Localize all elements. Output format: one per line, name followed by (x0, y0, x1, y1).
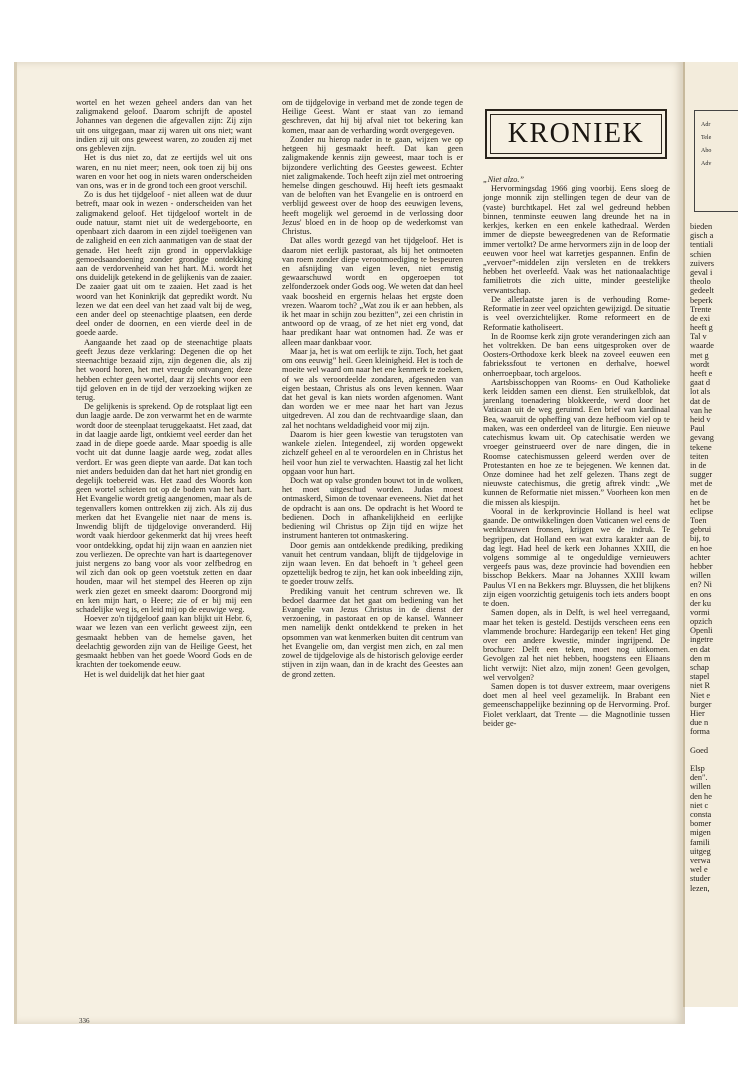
text-line: en ons (690, 589, 712, 599)
text-line: Elsp (690, 764, 705, 774)
text-line: stapel (690, 672, 710, 682)
text-line: lot als (690, 387, 711, 397)
text-line: schien (690, 249, 712, 259)
text-line: en hoe (690, 543, 712, 553)
text-line: teiten (690, 451, 709, 461)
text-line: gaat d (690, 378, 711, 388)
text-line: verwa (690, 855, 711, 865)
left-page (14, 62, 685, 1024)
text-line: het be (690, 497, 711, 507)
text-line: willen (690, 571, 711, 581)
text-line: famili (690, 837, 710, 847)
text-line: wel e (690, 865, 708, 875)
right-page (683, 62, 738, 1007)
text-line: en dat (690, 644, 711, 654)
text-line: Tal v (690, 332, 707, 342)
paragraph: Zo is dus het tijdgeloof - niet alleen wat de duur betreft, maar ook in wezen - onderscheiden van het zaligmakend geloof. Het tijdgeloof wortelt in de oude natuur, stamt niet uit de wedergeboorte, en openbaart zich daarom in een zijdel toeëigenen van de zaligheid en een zich aanmatigen van de staat der genade. Het heeft zijn grond in oppervlakkige gemoedsaandoening zonder grondige ontdekking aan de verdorvenheid van het hart. M.i. wordt het ons duidelijk getekend in de gelijkenis van de zaaier. De zaaier gaat uit om te zaaien. Het zaad is het woord van het Koninkrijk dat gepredikt wordt. Nu lezen we dat een deel van het zaad valt bij de weg, een ander deel op steenachtige plaatsen, een derde deel onder de doornen, en een vierde deel in de goede aarde. (76, 190, 252, 338)
text-line: met de (690, 479, 713, 489)
text-line: in de (690, 460, 707, 470)
text-line: den he (690, 791, 712, 801)
text-line: Openli (690, 626, 713, 636)
text-line: heid v (690, 414, 711, 424)
text-line: due n (690, 718, 709, 728)
paragraph: om de tijdgelovige in verband met de zonde tegen de Heilige Geest. Want er staat van zo iemand geschreven, dat hij bij afval niet tot bekering kan komen, maar aan de verharding wordt overgegeven. (282, 98, 463, 135)
text-line: eclipse (690, 506, 714, 516)
text-line: gisch a (690, 231, 714, 241)
text-line: heeft e (690, 369, 713, 378)
paragraph: Het is wel duidelijk dat het hier gaat (84, 669, 205, 679)
paragraph: Hervormingsdag 1966 ging voorbij. Eens sloeg de jonge monnik zijn stellingen tegen de deur van de (vaste) burchtkapel. Het zal wel gedreund hebben binnen, tenminste eeuwen lang dreunde het na in kerkjes, kerken en een enkele kathedraal. Werden immer de diepste beweegredenen van de Reformatie immer vertolkt? De arme hervormers zijn in de loop der eeuwen voor heel wat karretjes gespannen. Enfin de „vervoer”-middelen zijn versleten en de trekkers hebben het overleefd. Vaak was het nationaalachtige familietrots die zich uitte, minder geestelijke verwantschap. (483, 184, 670, 295)
text-line: Paul (690, 424, 705, 434)
text-line: ingetre (690, 635, 714, 645)
paragraph: Door gemis aan ontdekkende prediking, prediking vanuit het centrum vandaan, blijft de tijdgelovige in zijn waan leven. En dat behoeft in 't geheel geen opzettelijk bedrog te zijn, het kan ook inbeelding zijn, te goeder trouw zelfs. (282, 540, 463, 587)
text-line: de exi (690, 313, 711, 323)
text-line: opzich (690, 617, 713, 627)
text-line: en de (690, 488, 708, 498)
text-line: niet R (690, 681, 711, 691)
text-line: willen (690, 782, 711, 792)
text-line: consta (690, 810, 712, 819)
paragraph: Daarom is hier geen kwestie van terugstoten van wankele zielen. Integendeel, zij worden opgewekt zichzelf geheel en al te veroordelen en in Christus het heil voor hun ziel te verwachten. Haastig zal het licht opgaan voor hun hart. (282, 429, 463, 476)
text-line: achter (690, 552, 711, 562)
box-line: Adr (701, 122, 711, 128)
text-line: bieden (690, 222, 713, 231)
text-line: gevang (690, 433, 714, 443)
paragraph: Dat alles wordt gezegd van het tijdgeloof. Het is daarom niet eerlijk pastoraat, als bij het ontmoeten van roem zonder diepe verootmoediging te bespeuren en afsnijding van eigen leven, niet ernstig gewaarschuwd wordt en opgeroepen tot zelfonderzoek onder Gods oog. We weten dat dan heel vaak boosheid en ergernis helaas het ergste doen vrezen. Waarom toch? „Wat zou ik er aan hebben, als ik het maar in schijn zou bezitten”, zei een christin in antwoord op de vraag, of ze het niet erg vond, dat haar predikant haar wat ontnomen had. Ze was er alleen maar dankbaar voor. (282, 236, 463, 347)
text-line: hebber (690, 561, 713, 571)
text-line: wordt (690, 359, 710, 369)
page-number: 336 (79, 1017, 90, 1025)
text-line: Toen (690, 516, 707, 525)
text-line: gebrui (690, 525, 712, 535)
text-line: zuivers (690, 258, 714, 268)
text-line: tentiali (690, 240, 714, 250)
text-line: Goed (690, 745, 708, 755)
text-line: studer (690, 874, 711, 884)
right-page-text (690, 222, 714, 893)
paragraph: Aartsbisschoppen van Rooms- en Oud Katholieke kerk leidden samen een dienst. Een struikelblok, dat jarenlang toenadering blokkeerde, werd door het Vaticaan uit de weg geruimd. Een brief van kardinaal Bea, waaruit de opheffing van deze hefboom viel op te maken, was een onderdeel van de liturgie. Een nieuwe catechismus kwam uit. Op catechisatie werden we vroeger geinstrueerd over de nare dingen, die in Roomse catechismussen geleerd werden over de Protestanten en hoe ze te bejegenen. We kennen dat. Onze dominee had het zelf gelezen. Thans zegt de nieuwste catechismus, die gretig aftrek vindt: „We kunnen de Reformatie niet missen.” Voorheen kon men die missen als kiespijn. (483, 377, 670, 507)
text-line: tekene (690, 442, 712, 452)
kroniek-heading-inner (490, 114, 662, 154)
paragraph: Samen dopen, als in Delft, is wel heel verregaand, maar het teken is gesteld. Destijds verscheen eens een vlammende brochure: Hardegarijp een teken! Het ging over een andere kwestie, minder ingrijpend. De brochure: Delft een teken, moet nog uitkomen. Gevolgen zal het niet hebben, hoogstens een Eliaans licht verwijt: Niet alzo, mijn zonen! Geen gevolgen, wel vervolgen? (483, 608, 670, 682)
text-line: bomer (690, 819, 712, 829)
paragraph: Prediking vanuit het centrum schreven we. Ik bedoel daarmee dat het gaat om bediening van het Evangelie van Jezus Christus in de dienst der verzoening, in pastoraat en op de kansel. Wanneer men namelijk denkt ontdekkend te preken in het opsommen van wat kenmerken buiten dit centrum van het Evangelie om, dan vergist men zich, en zal men zowel de tijdgelovige als de historisch gelovige eerder stijven in zijn waan, dan in de kracht des Geestes aan de grond zetten. (282, 586, 463, 679)
subheading: „Niet alzo.” (483, 175, 525, 184)
paragraph: Doch wat op valse gronden bouwt tot in de wolken, het moet uitgeschud worden. Judas moest ontmaskerd, Simon de tovenaar eveneens. Niet dat het de opdracht is aan ons. De opdracht is het Woord te bedienen. Doch in afhankelijkheid en eerlijke bediening wil Christus op Zijn tijd en wijze het instrument hanteren tot ontmaskering. (282, 475, 463, 541)
text-line: den m (690, 653, 711, 663)
text-line: schap (690, 663, 709, 672)
text-line: van he (690, 405, 712, 415)
text-line: theolo (690, 277, 711, 287)
text-line (690, 755, 714, 764)
text-line: der ku (690, 598, 711, 608)
text-line: niet c (690, 800, 709, 810)
text-line: dat de (690, 396, 711, 406)
text-line: sugger (690, 470, 713, 480)
text-line: den". (690, 773, 708, 783)
paragraph: wortel en het wezen geheel anders dan van het zaligmakend geloof. Daarom schrijft de apostel Johannes van degenen die afgevallen zijn: Zij zijn uit ons uitgegaan, maar zij waren uit ons niet; want indien zij uit ons geweest waren, zo zouden zij met ons gebleven zijn. (76, 98, 252, 154)
paragraph: Het is dus niet zo, dat ze eertijds wel uit ons waren, en nu niet meer; neen, ook toen zij bij ons waren en voor het oog in niets waren onderscheiden van ons, was er in de grond toch een groot verschil. (76, 153, 252, 190)
paragraph: Hoever zo'n tijdgeloof gaan kan blijkt uit Hebr. 6, waar we lezen van een verlicht geweest zijn, een gesmaakt hebben van de hemelse gaven, het deelachtig geworden zijn van de Heilige Geest, het gesmaakt hebben van het goede Woord Gods en de krachten der toekomende eeuw. (76, 614, 252, 670)
paragraph: De gelijkenis is sprekend. Op de rotsplaat ligt een dun laagje aarde. De zon verwarmt het en de warmte wordt door de steenplaat teruggekaatst. Het zaad, dat in dat laagje aarde ligt, ontkiemt veel eerder dan het zaad in de diepe goede aarde. Maar spoedig is alle vocht uit dat dunne laagje aarde weg, zodat alles verdort. Er was geen diepte van aarde. Dat kan toch niet anders beduiden dan dat het hart niet grondig en degelijk toebereid was. Het zaad des Woords kon geen wortel schieten tot op de bodem van het hart. Het Evangelie wordt gretig aangenomen, maar als de tegenvallers komen onttrekken zij zich. Als zij dus merken dat het Evangelie niet naar de mens is. Inwendig blijft de tijdgelovige onveranderd. Hij wordt vaak hierdoor gekenmerkt dat hij vrees heeft voor ontdekking, opdat hij zijn waan en aanzien niet zou verliezen. De oprechte van hart is daartegenover juist nergens zo bang voor als voor zelfbedrog en wil zich dan ook op geen voetstuk zetten en daar houden, maar wil het stempel des Heeren op zijn werk zien gezet en smeekt daarom: Doorgrond mij en ken mijn hart, o Heere; zie of er bij mij een schadelijke weg is, en leid mij op de eeuwige weg. (76, 402, 253, 615)
box-line: Tele (701, 135, 712, 141)
text-line: met g (690, 350, 709, 360)
text-line: vormi (690, 607, 710, 617)
text-line (690, 737, 714, 746)
text-line: migen (690, 828, 711, 838)
paragraph: De allerlaatste jaren is de verhouding Rome-Reformatie in zeer veel opzichten gewijzigd. De situatie is veel overzichtelijker. Rome reformeert en de Reformatie katholiseert. (483, 294, 670, 332)
text-line: Niet e (690, 690, 711, 700)
column-middle (282, 98, 463, 679)
text-line: Hier (690, 708, 705, 718)
text-line: Trente (690, 304, 712, 314)
paragraph: Vooral in de kerkprovincie Holland is heel wat gaande. De ontwikkelingen doen Vaticanen wel eens de wenkbrauwen fronsen, krijgen we de indruk. Te begrijpen, dat Holland een wat extra karakter aan de dag legt. Had heel de kerk een Johannes XXIII, die volgens sommige al te ongeduldige vernieuwers vergeefs paus was, deze provincie had bovendien een bisschop Bekkers. Maar na Johannes XXIII kwam Paulus VI en na Bekkers mgr. Bluyssen, die het blijkens zijn eigen voorzichtig getuigenis toch iets anders boopt te doen. (483, 506, 670, 609)
text-line: burger (690, 699, 712, 709)
paragraph: Aangaande het zaad op de steenachtige plaats geeft Jezus deze verklaring: Degenen die op het steenachtige bezaaid zijn, zijn degenen die, als zij het woord horen, het met vreugde ontvangen; deze hebben echter geen wortel, daar zij slechts voor een tijd geloven en in de tijd der verzoeking wijken ze terug. (76, 337, 252, 402)
info-box (694, 110, 738, 212)
text-line: waarde (690, 341, 714, 351)
paragraph: Samen dopen is tot dusver extreem, maar overigens doet men al heel veel gezamelijk. In Brabant een gemeenschappelijke bezinning op de Hervorming. Prof. Fiolet verklaart, dat Trente — die Magnotlinie tussen beider ge- (483, 682, 670, 728)
text-line: uitgeg (690, 846, 711, 856)
text-line: lezen, (690, 883, 710, 893)
text-line: forma (690, 727, 710, 737)
text-line: heeft g (690, 323, 713, 333)
box-line: Abo (701, 148, 712, 154)
column-left (76, 98, 252, 679)
text-line: bij, to (690, 534, 710, 544)
section-heading: KRONIEK (507, 118, 645, 149)
text-line: gedeelt (690, 286, 714, 296)
text-line: geval i (690, 267, 713, 277)
text-line: en? Ni (690, 580, 712, 590)
text-line: beperk (690, 295, 713, 305)
paragraph: Zonder nu hierop nader in te gaan, wijzen we op hetgeen hij gesmaakt heeft. Dat kan geen zaligmakende kennis zijn geweest, maar toch is er bijzondere verlichting des Geestes geweest. Echter niet zaligmakende. Toch heeft zijn ziel met ontroering hemelse dingen geschouwd. Hij heeft iets gesmaakt van de beloften van het Evangelie en is ontroerd en verblijd geweest over de hoop des eeuwigen levens, heeft mogelijk wel geroemd in de verlossing door Jezus' bloed en in de hoop op de wederkomst van Christus. (282, 134, 463, 237)
column-right (483, 175, 670, 728)
paragraph: Maar ja, het is wat om eerlijk te zijn. Toch, het gaat om ons eeuwigˮ heil. Geen kleinigheid. Het is toch de moeite wel waard om naar het ene kenmerk te zoeken, of we als veroordeelde zondaren, afgesneden van eigen bestaan, Christus als ons leven kennen. Waar dat het geval is kan niets worden afgenomen. Want dan worden we er mee naar het hart van Jezus uitgedreven. Al zou dan de rechtvaardige slaan, dan zal het nochtans weldadigheid voor mij zijn. (282, 346, 463, 430)
paragraph: In de Roomse kerk zijn grote veranderingen zich aan het voltrekken. De ban eens uitgesproken over de Oosters-Orthodoxe kerk bleek na zoveel eeuwen een fabriekssfout te vertonen en derhalve, hoewel onherroepbaar, toch argeloos. (483, 331, 670, 378)
box-line: Adv (701, 161, 712, 167)
kroniek-heading-box (485, 109, 667, 159)
